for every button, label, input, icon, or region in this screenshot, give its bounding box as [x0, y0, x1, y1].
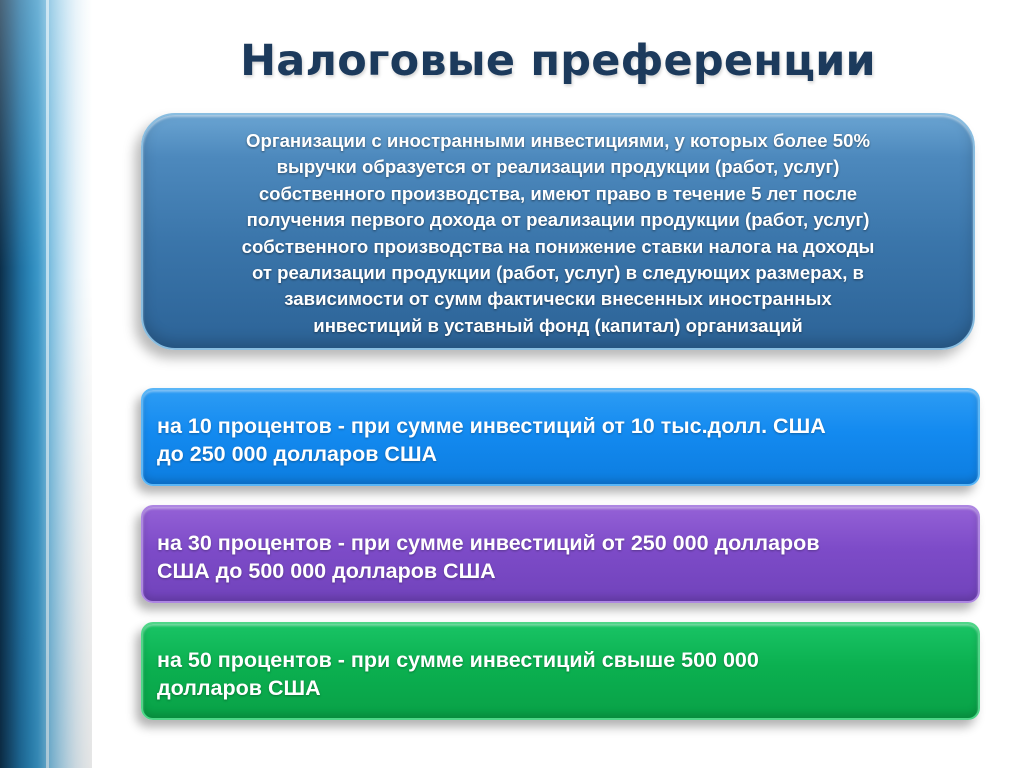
intro-line: собственного производства на понижение ставки налога на доходы [241, 235, 875, 257]
rate-line: США до 500 000 долларов США [157, 559, 496, 583]
rate-box-50-percent [141, 622, 980, 720]
intro-line: зависимости от сумм фактически внесенных иностранных [284, 288, 832, 310]
rate-box-30-percent [141, 505, 980, 603]
rate-line: на 10 процентов - при сумме инвестиций от 10 тыс.долл. США [157, 414, 826, 438]
intro-line: от реализации продукции (работ, услуг) в следующих размерах, в [252, 262, 864, 284]
rate-line: долларов США [157, 676, 321, 700]
intro-text-box [141, 113, 975, 350]
intro-line: выручки образуется от реализации продукции (работ, услуг) [276, 156, 840, 178]
intro-line: собственного производства, имеют право в течение 5 лет после [258, 182, 858, 204]
slide-title: Налоговые преференции [240, 36, 876, 86]
rate-box-10-percent [141, 388, 980, 486]
intro-line: получения первого дохода от реализации продукции (работ, услуг) [246, 209, 870, 231]
rate-line: до 250 000 долларов США [157, 442, 438, 466]
intro-line: инвестиций в уставный фонд (капитал) организаций [313, 314, 803, 336]
rate-line: на 30 процентов - при сумме инвестиций от 250 000 долларов [157, 531, 820, 555]
rate-line: на 50 процентов - при сумме инвестиций свыше 500 000 [157, 648, 759, 672]
intro-line: Организации с иностранными инвестициями, у которых более 50% [246, 130, 870, 151]
left-decorative-band [0, 0, 92, 768]
